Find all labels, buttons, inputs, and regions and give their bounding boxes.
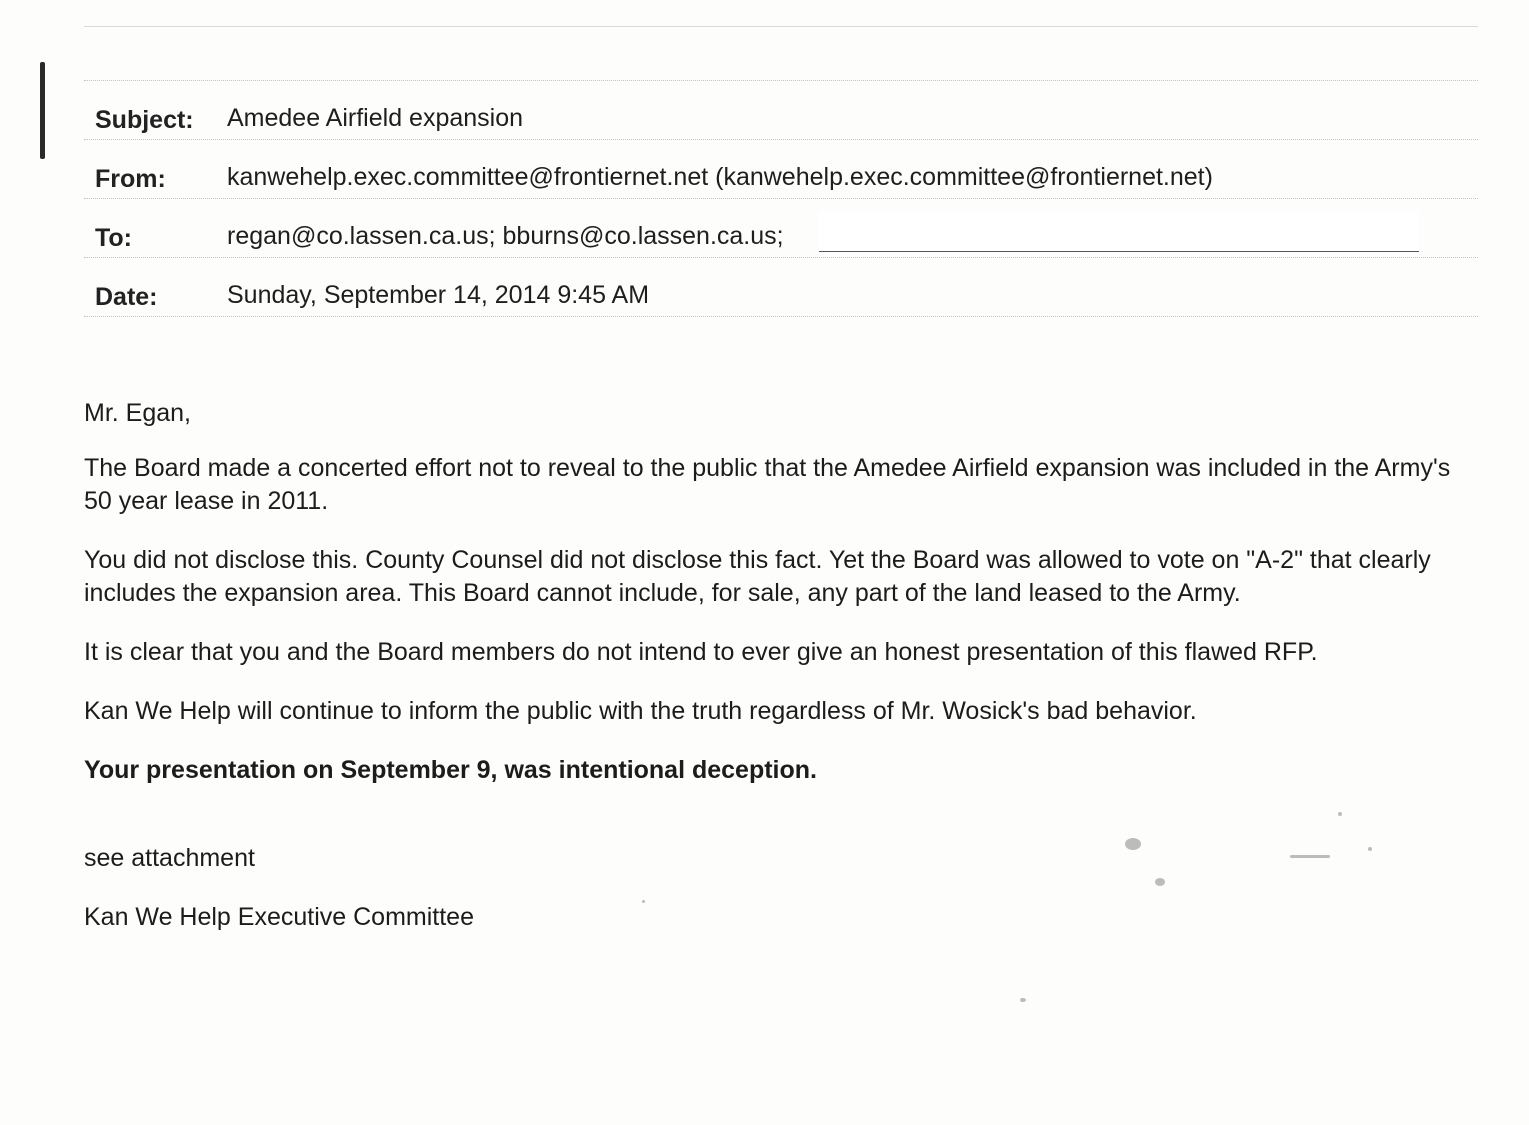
to-label: To: (95, 224, 133, 252)
scan-speck (1290, 855, 1330, 858)
subject-label: Subject: (95, 106, 194, 134)
body-paragraph: It is clear that you and the Board members do not intend to ever give an honest presentation of this flawed RFP. (84, 638, 1318, 666)
from-label: From: (95, 165, 166, 193)
greeting: Mr. Egan, (84, 399, 191, 427)
body-paragraph: Kan We Help will continue to inform the public with the truth regardless of Mr. Wosick's bad behavior. (84, 697, 1197, 725)
from-value: kanwehelp.exec.committee@frontiernet.net (kanwehelp.exec.committee@frontiernet.net) (227, 163, 1213, 191)
redaction-block (819, 211, 1419, 252)
attachment-note: see attachment (84, 844, 255, 872)
body-paragraph: You did not disclose this. County Counsel did not disclose this fact. Yet the Board was allowed to vote on "A-2" that clearly includes the expansion area. This Board cannot include, for sale, any part of the land leased to the Army. (84, 546, 1431, 607)
date-label: Date: (95, 283, 158, 311)
scan-speck (1368, 847, 1372, 851)
to-row (84, 198, 1478, 257)
subject-value: Amedee Airfield expansion (227, 104, 524, 132)
body-paragraph: The Board made a concerted effort not to reveal to the public that the Amedee Airfield expansion was included in the Army's 50 year lease in 2011. (84, 454, 1451, 515)
bold-statement: Your presentation on September 9, was intentional deception. (84, 756, 817, 784)
scan-speck (1020, 998, 1026, 1002)
from-row (84, 139, 1478, 198)
email-header (84, 80, 1478, 317)
to-value: regan@co.lassen.ca.us; bburns@co.lassen.ca.us; (227, 222, 784, 250)
email-body (84, 397, 1484, 934)
divider (84, 26, 1478, 27)
signature: Kan We Help Executive Committee (84, 903, 474, 931)
date-value: Sunday, September 14, 2014 9:45 AM (227, 281, 650, 309)
subject-row (84, 80, 1478, 139)
scan-speck (1125, 838, 1141, 850)
scan-speck (642, 900, 645, 903)
date-row (84, 257, 1478, 317)
scan-speck (1338, 812, 1342, 816)
margin-mark (40, 62, 45, 159)
scan-speck (1155, 878, 1165, 886)
